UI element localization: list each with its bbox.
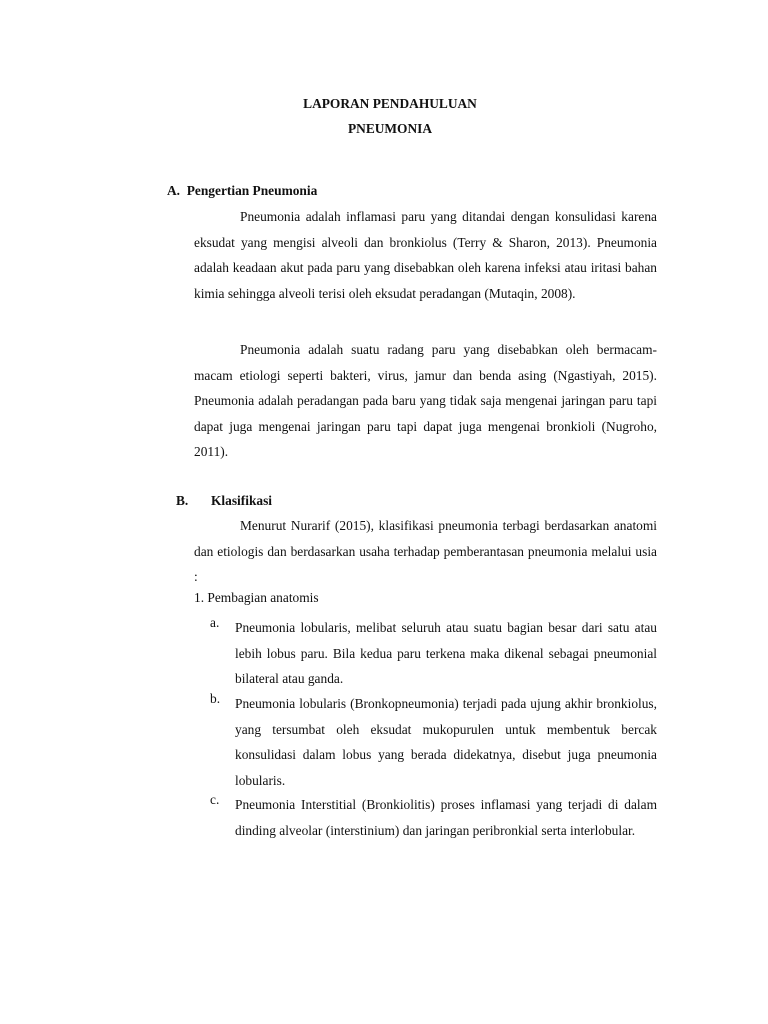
list-text: Pneumonia lobularis, melibat seluruh atau suatu bagian besar dari satu atau lebih lobus paru. Bila kedua paru terkena maka dikenal sebagai pneumonial bilateral atau ganda.	[235, 620, 657, 687]
list-text: Pneumonia Interstitial (Bronkiolitis) proses inflamasi yang terjadi di dalam dinding alveolar (interstinium) dan jaringan peribronkial serta interlobular.	[235, 797, 657, 838]
list-item	[210, 691, 657, 793]
list-marker: a.	[210, 615, 220, 630]
document-subtitle: PNEUMONIA	[347, 121, 433, 136]
section-b-heading	[176, 493, 272, 509]
list-text: Pneumonia lobularis (Bronkopneumonia) terjadi pada ujung akhir bronkiolus, yang tersumbat oleh eksudat mukopurulen untuk membentuk bercak konsulidasi dalam lobus yang berada didekatnya, disebut juga pneumonia lobularis.	[235, 696, 657, 788]
section-a-paragraph-2: Pneumonia adalah suatu radang paru yang disebabkan oleh bermacam-macam etiologi seperti bakteri, virus, jamur dan benda asing (Ngastiyah, 2015). Pneumonia adalah peradangan pada baru yang tidak saja mengenai jaringan paru tapi dapat juga mengenai jaringan paru tapi dapat juga mengenai bronkioli (Nugroho, 2011).	[194, 342, 657, 460]
section-a-title: Pengertian Pneumonia	[186, 183, 318, 198]
section-b-title: Klasifikasi	[211, 493, 273, 508]
section-b-subheading: 1. Pembagian anatomis	[194, 590, 319, 605]
section-b-intro: Menurut Nurarif (2015), klasifikasi pneumonia terbagi berdasarkan anatomi dan etiologis dan berdasarkan usaha terhadap pemberantasan pneumonia melalui usia :	[194, 518, 657, 585]
section-a-heading	[167, 183, 317, 199]
section-b-label: B.	[176, 493, 189, 508]
document-title: LAPORAN PENDAHULUAN	[303, 96, 477, 111]
list-item	[210, 792, 657, 843]
list-marker: c.	[210, 792, 220, 807]
section-a-label: A.	[167, 183, 181, 198]
list-item	[210, 615, 657, 692]
list-marker: b.	[210, 691, 221, 706]
section-a-paragraph-1: Pneumonia adalah inflamasi paru yang ditandai dengan konsulidasi karena eksudat yang mengisi alveoli dan bronkiolus (Terry & Sharon, 2013). Pneumonia adalah keadaan akut pada paru yang disebabkan oleh karena infeksi atau iritasi bahan kimia sehingga alveoli terisi oleh eksudat peradangan (Mutaqin, 2008).	[194, 209, 657, 301]
